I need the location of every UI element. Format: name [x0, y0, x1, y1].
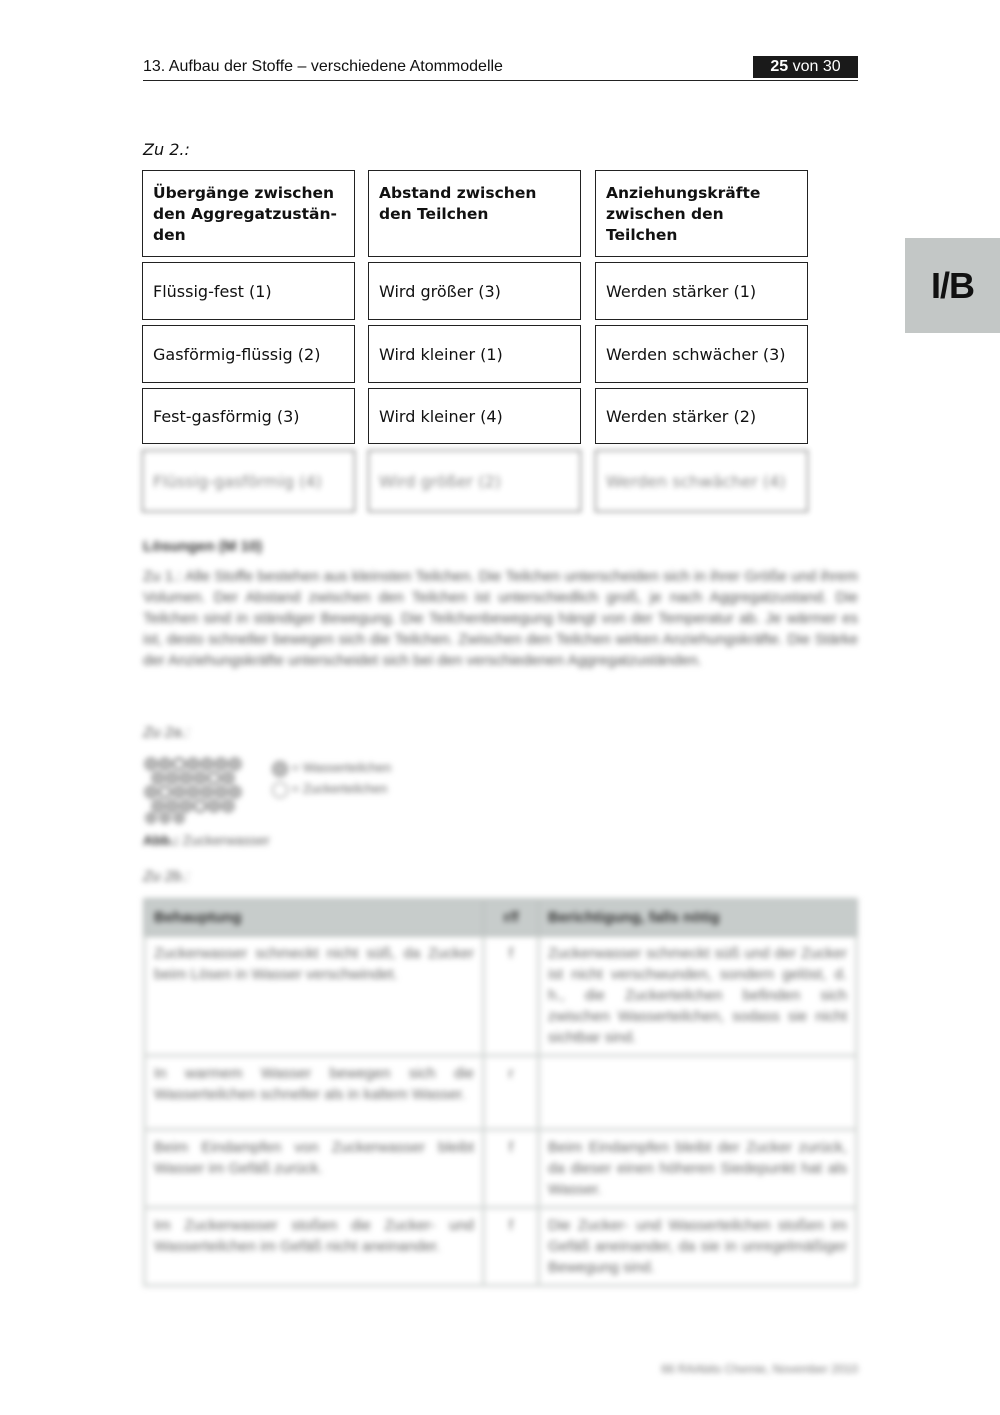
- table-header: Berichtigung, falls nötig: [539, 900, 857, 936]
- cell-distance: Wird kleiner (1): [368, 325, 581, 383]
- figure-caption: [143, 832, 270, 848]
- table-row: [145, 936, 857, 1056]
- cell-forces: Werden schwächer (4): [595, 450, 808, 512]
- claims-table: [143, 898, 858, 1287]
- cell-transition: Flüssig-gasförmig (4): [142, 450, 355, 512]
- cell-transition: Gasförmig-flüssig (2): [142, 325, 355, 383]
- zu2a-label: Zu 2a.:: [143, 724, 190, 741]
- cell-transition: Flüssig-fest (1): [142, 262, 355, 320]
- table-cell: Beim Eindampfen von Zuckerwasser bleibt Wasser im Gefäß zurück.: [145, 1130, 484, 1208]
- zu2b-label: Zu 2b.:: [143, 868, 190, 885]
- table-cell: r: [484, 1056, 539, 1130]
- column-header-distance: Abstand zwischen den Teilchen: [368, 170, 581, 257]
- table-header: Behauptung: [145, 900, 484, 936]
- table-header: r/f: [484, 900, 539, 936]
- section-tab-label: I/B: [930, 264, 974, 306]
- legend-sugar-text: = Zuckerteilchen: [291, 781, 388, 796]
- table-cell: In warmem Wasser bewegen sich die Wasserteilchen schneller als in kaltem Wasser.: [145, 1056, 484, 1130]
- cell-forces: Werden stärker (2): [595, 388, 808, 444]
- cell-transition: Fest-gasförmig (3): [142, 388, 355, 444]
- cell-forces: Werden stärker (1): [595, 262, 808, 320]
- table-cell: Beim Eindampfen bleibt der Zucker zurück, da dieser einen höheren Siedepunkt hat als Wasser.: [539, 1130, 857, 1208]
- table-row: [145, 1056, 857, 1130]
- cell-forces: Werden schwächer (3): [595, 325, 808, 383]
- legend-water: [272, 760, 391, 777]
- page-footer: 66 RAAbits Chemie, November 2010: [661, 1362, 858, 1376]
- table-header-row: [145, 900, 857, 936]
- zu1-label: Zu 1.:: [143, 568, 182, 585]
- table-cell: f: [484, 1208, 539, 1286]
- table-cell: Zuckerwasser schmeckt nicht süß, da Zucker beim Lösen in Wasser verschwindet.: [145, 936, 484, 1056]
- paragraph-text: Alle Stoffe bestehen aus kleinsten Teilchen. Die Teilchen unterscheiden sich in ihrer Größe und ihrem Volumen. Der Abstand zwischen den Teilchen ist unterschiedlich groß, je nach Aggregatzustand. Die Teilchen sind in ständiger Bewegung. Die Teilchenbewegung hängt von der Temperatur ab. Je wärmer es ist, desto schneller bewegen sich die Teilchen. Zwischen den Teilchen wirken Anziehungskräfte. Die Stärke der Anziehungskräfte unterscheidet sich bei den verschiedenen Aggregatzuständen.: [143, 568, 858, 669]
- table-row: [145, 1130, 857, 1208]
- table-cell: f: [484, 1130, 539, 1208]
- legend-water-text: = Wasserteilchen: [291, 760, 392, 775]
- table-cell: Zuckerwasser schmeckt süß und der Zucker ist nicht verschwunden, sondern gelöst, d. h., die Zuckerteilchen befinden sich zwischen Wasserteilchen, sodass sie nicht sichtbar sind.: [539, 936, 857, 1056]
- caption-text: Zuckerwasser: [182, 832, 270, 848]
- page-sep: von: [792, 58, 819, 75]
- column-header-forces: Anziehungskräfte zwischen den Teilchen: [595, 170, 808, 257]
- solution-paragraph: [143, 566, 858, 671]
- solutions-title: Lösungen (M 10): [143, 538, 263, 555]
- table-cell: [539, 1056, 857, 1130]
- page-total: 30: [822, 58, 841, 75]
- cell-distance: Wird kleiner (4): [368, 388, 581, 444]
- particle-diagram: [143, 756, 243, 824]
- section-label: Zu 2.:: [143, 140, 190, 159]
- header-title: 13. Aufbau der Stoffe – verschiedene Atommodelle: [143, 58, 503, 75]
- cell-distance: Wird größer (3): [368, 262, 581, 320]
- table-row: [145, 1208, 857, 1286]
- table-cell: Im Zuckerwasser stoßen die Zucker- und Wasserteilchen im Gefäß nicht aneinander.: [145, 1208, 484, 1286]
- caption-bold: Abb.:: [143, 832, 179, 848]
- cell-distance: Wird größer (2): [368, 450, 581, 512]
- table-cell: Die Zucker- und Wasserteilchen stoßen im Gefäß aneinander, da sie in unregelmäßiger Bewegung sind.: [539, 1208, 857, 1286]
- column-header-transitions: Übergänge zwischen den Aggregatzustän-den: [142, 170, 355, 257]
- page-current: 25: [770, 58, 789, 75]
- table-cell: f: [484, 936, 539, 1056]
- legend-sugar: [272, 781, 387, 798]
